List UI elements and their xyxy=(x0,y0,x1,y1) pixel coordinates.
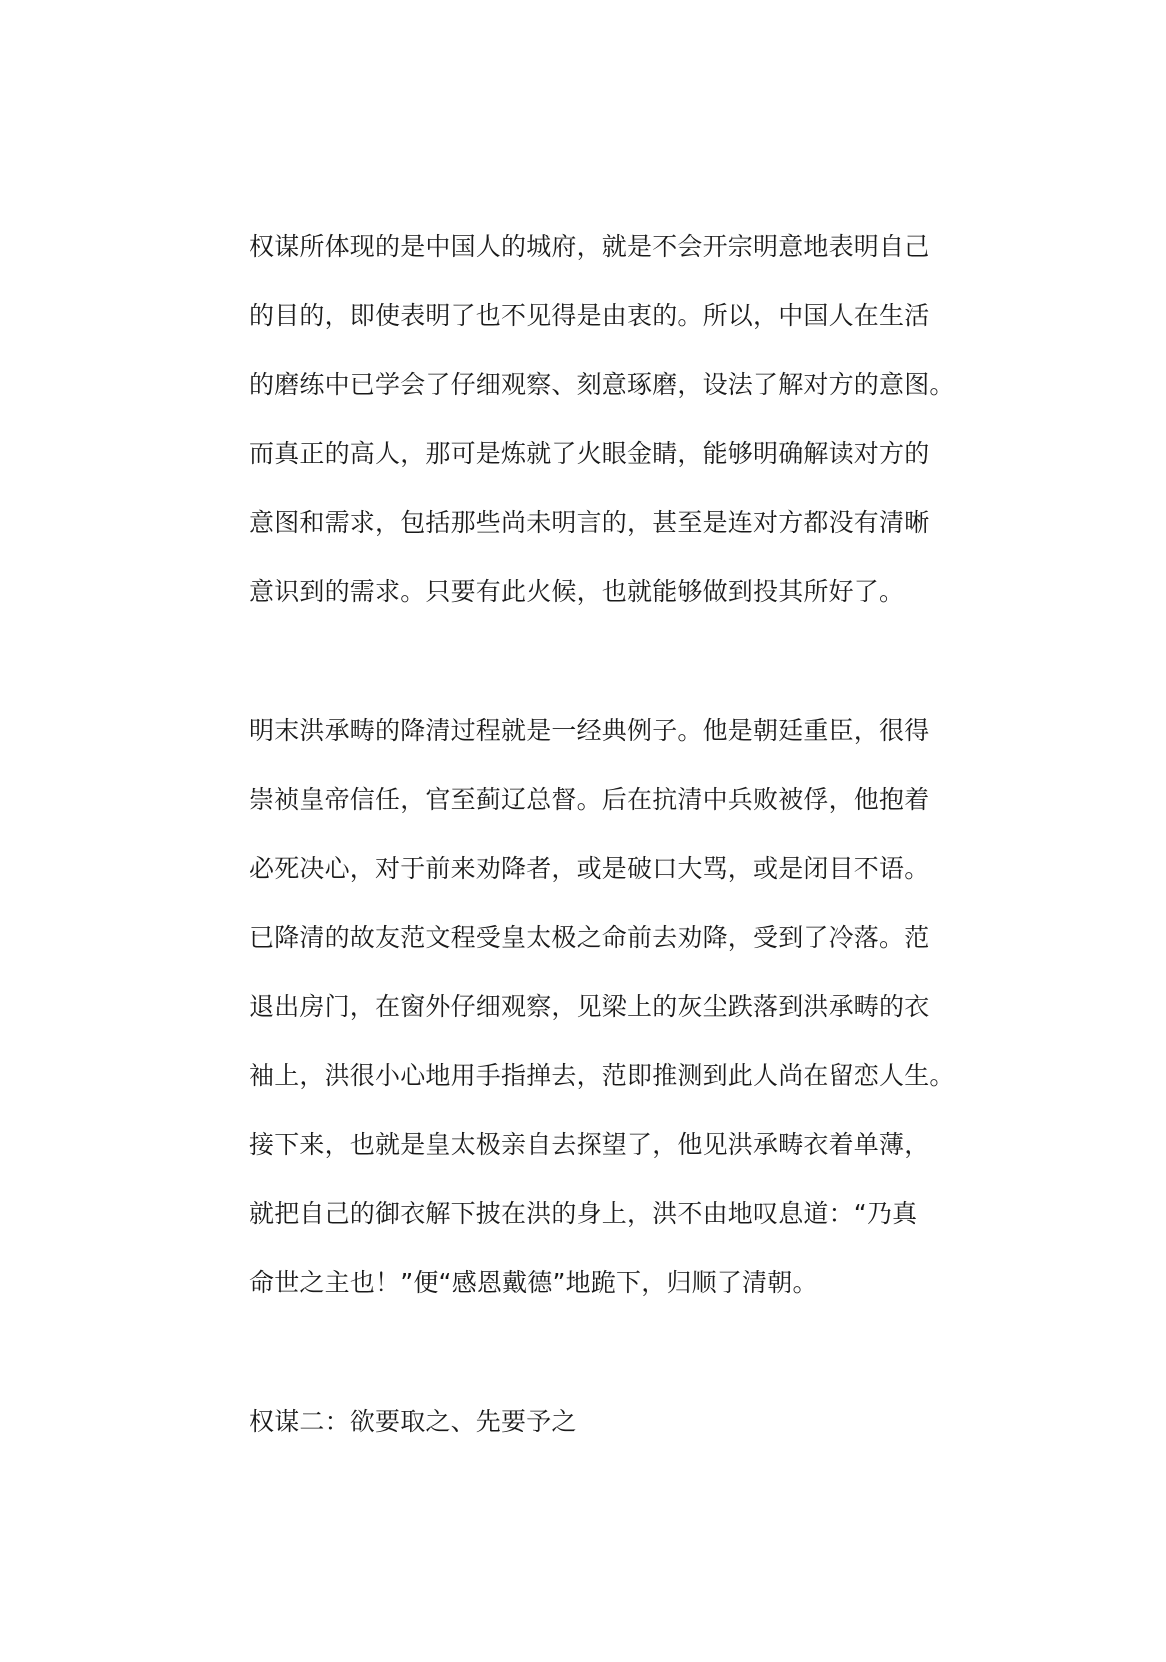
paragraph-line: 崇祯皇帝信任，官至蓟辽总督。后在抗清中兵败被俘，他抱着 xyxy=(249,785,930,814)
paragraph-line: 明末洪承畴的降清过程就是一经典例子。他是朝廷重臣，很得 xyxy=(249,716,930,745)
paragraph-line: 的目的，即使表明了也不见得是由衷的。所以，中国人在生活 xyxy=(249,301,930,330)
section-heading: 权谋二：欲要取之、先要予之 xyxy=(249,1407,577,1436)
paragraph-line: 意图和需求，包括那些尚未明言的，甚至是连对方都没有清晰 xyxy=(249,508,930,537)
paragraph-line: 退出房门，在窗外仔细观察，见梁上的灰尘跌落到洪承畴的衣 xyxy=(249,992,930,1021)
section-heading-block xyxy=(249,1387,929,1456)
paragraph-line: 的磨练中已学会了仔细观察、刻意琢磨，设法了解对方的意图。 xyxy=(249,370,955,399)
paragraph-line: 就把自己的御衣解下披在洪的身上，洪不由地叹息道：“乃真 xyxy=(249,1199,918,1228)
paragraph-line: 权谋所体现的是中国人的城府，就是不会开宗明意地表明自己 xyxy=(249,232,930,261)
paragraph-2 xyxy=(249,696,955,1317)
paragraph-line: 命世之主也！”便“感恩戴德”地跪下，归顺了清朝。 xyxy=(249,1268,818,1297)
paragraph-spacer xyxy=(249,626,929,696)
paragraph-1 xyxy=(249,212,955,626)
paragraph-line: 意识到的需求。只要有此火候，也就能够做到投其所好了。 xyxy=(249,577,905,606)
paragraph-line: 已降清的故友范文程受皇太极之命前去劝降，受到了冷落。范 xyxy=(249,923,930,952)
paragraph-spacer xyxy=(249,1317,929,1387)
paragraph-line: 必死决心，对于前来劝降者，或是破口大骂，或是闭目不语。 xyxy=(249,854,930,883)
paragraph-line: 袖上，洪很小心地用手指掸去，范即推测到此人尚在留恋人生。 xyxy=(249,1061,955,1090)
paragraph-line: 而真正的高人，那可是炼就了火眼金睛，能够明确解读对方的 xyxy=(249,439,930,468)
document-body xyxy=(249,212,955,1456)
paragraph-line: 接下来，也就是皇太极亲自去探望了，他见洪承畴衣着单薄， xyxy=(249,1130,930,1159)
